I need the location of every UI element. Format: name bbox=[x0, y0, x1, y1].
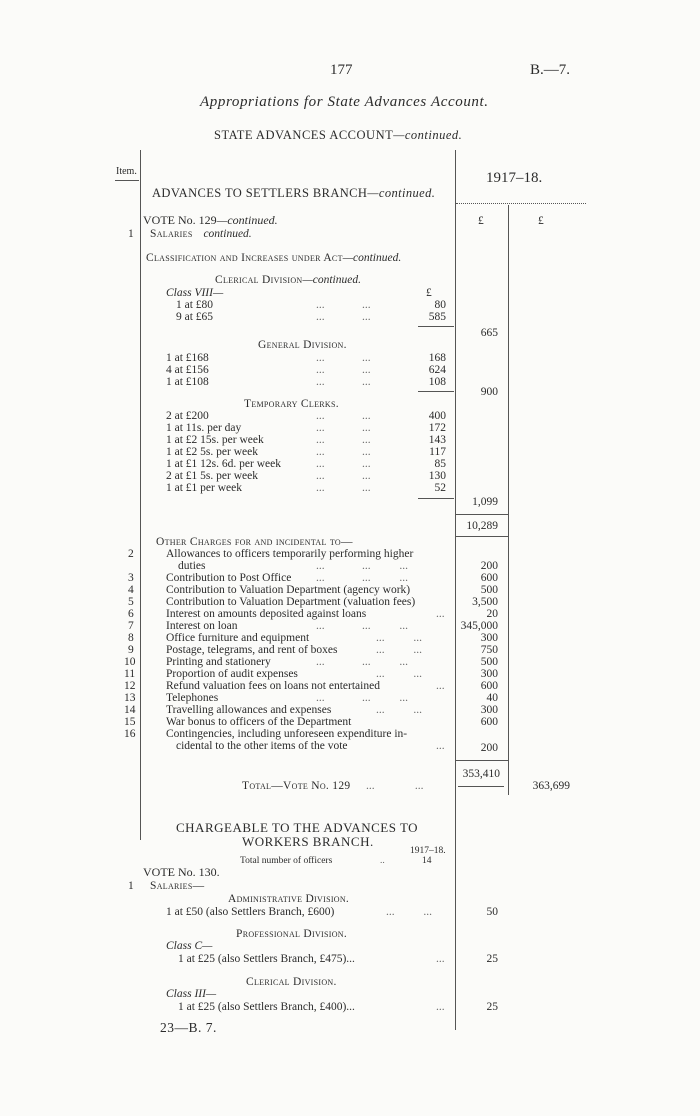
leader-dots: ... bbox=[436, 680, 445, 692]
page-number: 177 bbox=[330, 62, 353, 78]
charge-item-number: 14 bbox=[124, 704, 136, 716]
salaries-heading: Salaries— bbox=[150, 880, 205, 892]
item-label-rule bbox=[115, 180, 139, 181]
charge-item-number: 2 bbox=[128, 548, 134, 560]
charge-value: 600 bbox=[480, 572, 498, 584]
leader-dots: ... ... bbox=[386, 906, 432, 918]
class-c-label: Class C— bbox=[166, 940, 213, 952]
salary-row: 1 at £25 (also Settlers Branch, £475)... bbox=[178, 953, 355, 965]
subtotal-value: 900 bbox=[480, 386, 498, 398]
charge-item-number: 8 bbox=[128, 632, 134, 644]
salary-value: 143 bbox=[428, 434, 446, 446]
pound-column-label-2: £ bbox=[538, 215, 544, 227]
charge-value: 500 bbox=[480, 584, 498, 596]
salary-row: 1 at £2 15s. per week bbox=[166, 434, 264, 446]
vote-label: VOTE No. 129 bbox=[143, 213, 217, 227]
charge-label: Allowances to officers temporarily performing higher bbox=[166, 548, 414, 560]
pound-column-label-1: £ bbox=[478, 215, 484, 227]
leader-dots: ... ... bbox=[376, 632, 422, 644]
item-number: 1 bbox=[128, 228, 134, 240]
salary-value: 50 bbox=[486, 906, 498, 918]
leader-dots: ... bbox=[436, 608, 445, 620]
leader-dots: ... ... bbox=[316, 422, 371, 434]
salary-row: 1 at 11s. per day bbox=[166, 422, 242, 434]
professional-division-heading: Professional Division. bbox=[236, 928, 348, 940]
leader-dots: ... bbox=[436, 953, 445, 965]
charge-label: Postage, telegrams, and rent of boxes bbox=[166, 644, 338, 656]
charge-value: 300 bbox=[480, 632, 498, 644]
charge-value: 3,500 bbox=[472, 596, 498, 608]
salary-value: 25 bbox=[486, 1001, 498, 1013]
other-charges-heading: Other Charges for and incidental to— bbox=[156, 536, 353, 548]
subtitle-continued: —continued. bbox=[393, 128, 463, 142]
leader-dots: ... ... bbox=[376, 644, 422, 656]
charge-value: 500 bbox=[480, 656, 498, 668]
vote-continued: —continued. bbox=[216, 213, 278, 227]
salary-value: 130 bbox=[428, 470, 446, 482]
subtotal-rule bbox=[418, 498, 454, 499]
clerical-division-heading: Clerical Division. bbox=[246, 976, 337, 988]
salaries-heading bbox=[150, 228, 252, 241]
salary-value: 624 bbox=[428, 364, 446, 376]
salary-row: 9 at £65 bbox=[176, 311, 214, 323]
leader-dots: ... ... ... bbox=[316, 572, 408, 584]
charge-item-number: 6 bbox=[128, 608, 134, 620]
classification-label: Classification and Increases under Act bbox=[146, 252, 343, 264]
charge-label: Telephones bbox=[166, 692, 219, 704]
salary-row: 1 at £2 5s. per week bbox=[166, 446, 258, 458]
leader-dots: ... ... bbox=[316, 352, 371, 364]
leader-dots: ... ... bbox=[376, 668, 422, 680]
salary-value: 80 bbox=[434, 299, 446, 311]
charge-item-number: 12 bbox=[124, 680, 136, 692]
leader-dots: ... ... bbox=[316, 434, 371, 446]
salary-row: 4 at £156 bbox=[166, 364, 209, 376]
leader-dots: ... ... bbox=[316, 376, 371, 388]
charge-label: Printing and stationery bbox=[166, 656, 271, 668]
charge-label: Refund valuation fees on loans not entertained bbox=[166, 680, 380, 692]
item-column-label: Item. bbox=[116, 166, 137, 177]
branch-heading-continued: —continued. bbox=[367, 186, 436, 200]
salary-row: 1 at £50 (also Settlers Branch, £600) bbox=[166, 906, 335, 918]
leader-dots: ... bbox=[436, 1001, 445, 1013]
leader-dots: ... ... bbox=[316, 410, 371, 422]
salary-row: 1 at £25 (also Settlers Branch, £400)... bbox=[178, 1001, 355, 1013]
general-heading: General Division. bbox=[258, 339, 347, 351]
salaries-total-rule-bottom bbox=[456, 536, 508, 537]
charge-value: 300 bbox=[480, 704, 498, 716]
charge-label: War bonus to officers of the Department bbox=[166, 716, 352, 728]
salary-value: 52 bbox=[434, 482, 446, 494]
temporary-heading: Temporary Clerks. bbox=[244, 398, 339, 410]
charge-item-number: 13 bbox=[124, 692, 136, 704]
page-subtitle bbox=[214, 128, 462, 143]
leader-dots: .. bbox=[380, 856, 385, 866]
officers-year: 1917–18. bbox=[410, 846, 446, 856]
year-header-rule bbox=[456, 203, 586, 204]
charge-item-number: 5 bbox=[128, 596, 134, 608]
leader-dots: ... ... bbox=[316, 482, 371, 494]
leader-dots: ... ... bbox=[316, 299, 371, 311]
salary-row: 2 at £1 5s. per week bbox=[166, 470, 258, 482]
salary-value: 168 bbox=[428, 352, 446, 364]
charge-item-number: 3 bbox=[128, 572, 134, 584]
classification-heading bbox=[146, 252, 401, 265]
year-column-label: 1917–18. bbox=[486, 170, 543, 186]
page-title: Appropriations for State Advances Account. bbox=[200, 94, 489, 110]
salary-row: 1 at £168 bbox=[166, 352, 209, 364]
charge-label: Interest on amounts deposited against loans bbox=[166, 608, 367, 620]
leader-dots: ... ... bbox=[376, 704, 422, 716]
charge-label-continued: duties bbox=[178, 560, 206, 572]
subtotal-rule bbox=[418, 391, 454, 392]
vote-heading bbox=[143, 214, 278, 227]
salary-row: 1 at £1 12s. 6d. per week bbox=[166, 458, 281, 470]
pound-column-rule-mid bbox=[508, 205, 509, 795]
charge-item-number: 15 bbox=[124, 716, 136, 728]
branch-heading bbox=[152, 186, 435, 201]
subtotal-value: 665 bbox=[480, 327, 498, 339]
salary-row: 1 at £80 bbox=[176, 299, 214, 311]
charge-value: 345,000 bbox=[460, 620, 498, 632]
charge-item-number: 9 bbox=[128, 644, 134, 656]
charge-label: Contingencies, including unforeseen expenditure in- bbox=[166, 728, 408, 740]
item-column-rule bbox=[140, 150, 141, 840]
charge-label: Interest on loan bbox=[166, 620, 238, 632]
charge-label: Proportion of audit expenses bbox=[166, 668, 298, 680]
subtotal-rule bbox=[418, 326, 454, 327]
charge-value: 40 bbox=[486, 692, 498, 704]
charge-label: Contribution to Valuation Department (agency work) bbox=[166, 584, 411, 596]
charge-value: 600 bbox=[480, 716, 498, 728]
salaries-continued: continued. bbox=[203, 228, 252, 240]
charge-item-number: 11 bbox=[124, 668, 136, 680]
salary-row: 1 at £108 bbox=[166, 376, 209, 388]
leader-dots: ... ... bbox=[316, 458, 371, 470]
charge-item-number: 10 bbox=[124, 656, 136, 668]
charge-label-continued: cidental to the other items of the vote bbox=[176, 740, 348, 752]
salary-value: 85 bbox=[434, 458, 446, 470]
branch2-heading-line1: CHARGEABLE TO THE ADVANCES TO bbox=[176, 820, 419, 835]
vote-total-label: Total—Vote No. 129 bbox=[242, 780, 351, 792]
leader-dots: ... ... ... bbox=[316, 692, 408, 704]
classification-continued: —continued. bbox=[342, 252, 402, 264]
salary-value: 108 bbox=[428, 376, 446, 388]
charge-value: 750 bbox=[480, 644, 498, 656]
salary-value: 172 bbox=[428, 422, 446, 434]
branch-heading-main: ADVANCES TO SETTLERS BRANCH bbox=[152, 186, 368, 200]
page-signature: 23—B. 7. bbox=[160, 1020, 217, 1035]
salary-value: 25 bbox=[486, 953, 498, 965]
leader-dots: ... ... bbox=[316, 446, 371, 458]
class-iii-label: Class III— bbox=[166, 988, 217, 1000]
leader-dots: ... ... ... bbox=[316, 620, 408, 632]
class-viii-label: Class VIII— bbox=[166, 287, 224, 299]
charge-value: 200 bbox=[480, 560, 498, 572]
salaries-total-rule bbox=[456, 514, 508, 515]
vote-total: 363,699 bbox=[532, 780, 570, 792]
pound-sign: £ bbox=[426, 287, 432, 299]
salaries-label: Salaries bbox=[150, 228, 193, 240]
salary-value: 400 bbox=[428, 410, 446, 422]
leader-dots: ... ... bbox=[316, 311, 371, 323]
charge-item-number: 7 bbox=[128, 620, 134, 632]
officers-label: Total number of officers bbox=[240, 856, 333, 866]
subtotal-value: 1,099 bbox=[472, 496, 498, 508]
other-charges-total: 353,410 bbox=[462, 768, 500, 780]
salary-row: 1 at £1 per week bbox=[166, 482, 242, 494]
clerical-heading bbox=[215, 274, 361, 287]
vote-total-rule bbox=[458, 786, 504, 787]
charge-label: Office furniture and equipment bbox=[166, 632, 310, 644]
leader-dots: ... ... bbox=[366, 780, 424, 792]
charge-value: 600 bbox=[480, 680, 498, 692]
officers-count: 14 bbox=[422, 856, 432, 866]
leader-dots: ... ... ... bbox=[316, 656, 408, 668]
leader-dots: ... bbox=[436, 740, 445, 752]
charge-item-number: 16 bbox=[124, 728, 136, 740]
charge-label: Contribution to Valuation Department (valuation fees) bbox=[166, 596, 416, 608]
charge-item-number: 4 bbox=[128, 584, 134, 596]
admin-division-heading: Administrative Division. bbox=[228, 893, 350, 905]
salary-row: 2 at £200 bbox=[166, 410, 209, 422]
leader-dots: ... ... ... bbox=[316, 560, 408, 572]
leader-dots: ... ... bbox=[316, 470, 371, 482]
charge-label: Travelling allowances and expenses bbox=[166, 704, 332, 716]
subtitle-main: STATE ADVANCES ACCOUNT bbox=[214, 128, 394, 142]
branch2-heading-line2: WORKERS BRANCH. bbox=[242, 834, 374, 849]
other-total-rule bbox=[456, 760, 508, 761]
leader-dots: ... ... bbox=[316, 364, 371, 376]
charge-value: 300 bbox=[480, 668, 498, 680]
page-code: B.—7. bbox=[530, 62, 571, 78]
clerical-label: Clerical Division bbox=[215, 274, 303, 286]
charge-value: 20 bbox=[486, 608, 498, 620]
charge-label: Contribution to Post Office bbox=[166, 572, 292, 584]
salary-value: 117 bbox=[429, 446, 446, 458]
charge-value: 200 bbox=[480, 742, 498, 754]
clerical-continued: —continued. bbox=[302, 274, 361, 286]
vote-130-label: VOTE No. 130. bbox=[143, 865, 220, 879]
salaries-total: 10,289 bbox=[466, 520, 498, 532]
salary-value: 585 bbox=[428, 311, 446, 323]
item-number: 1 bbox=[128, 880, 134, 892]
